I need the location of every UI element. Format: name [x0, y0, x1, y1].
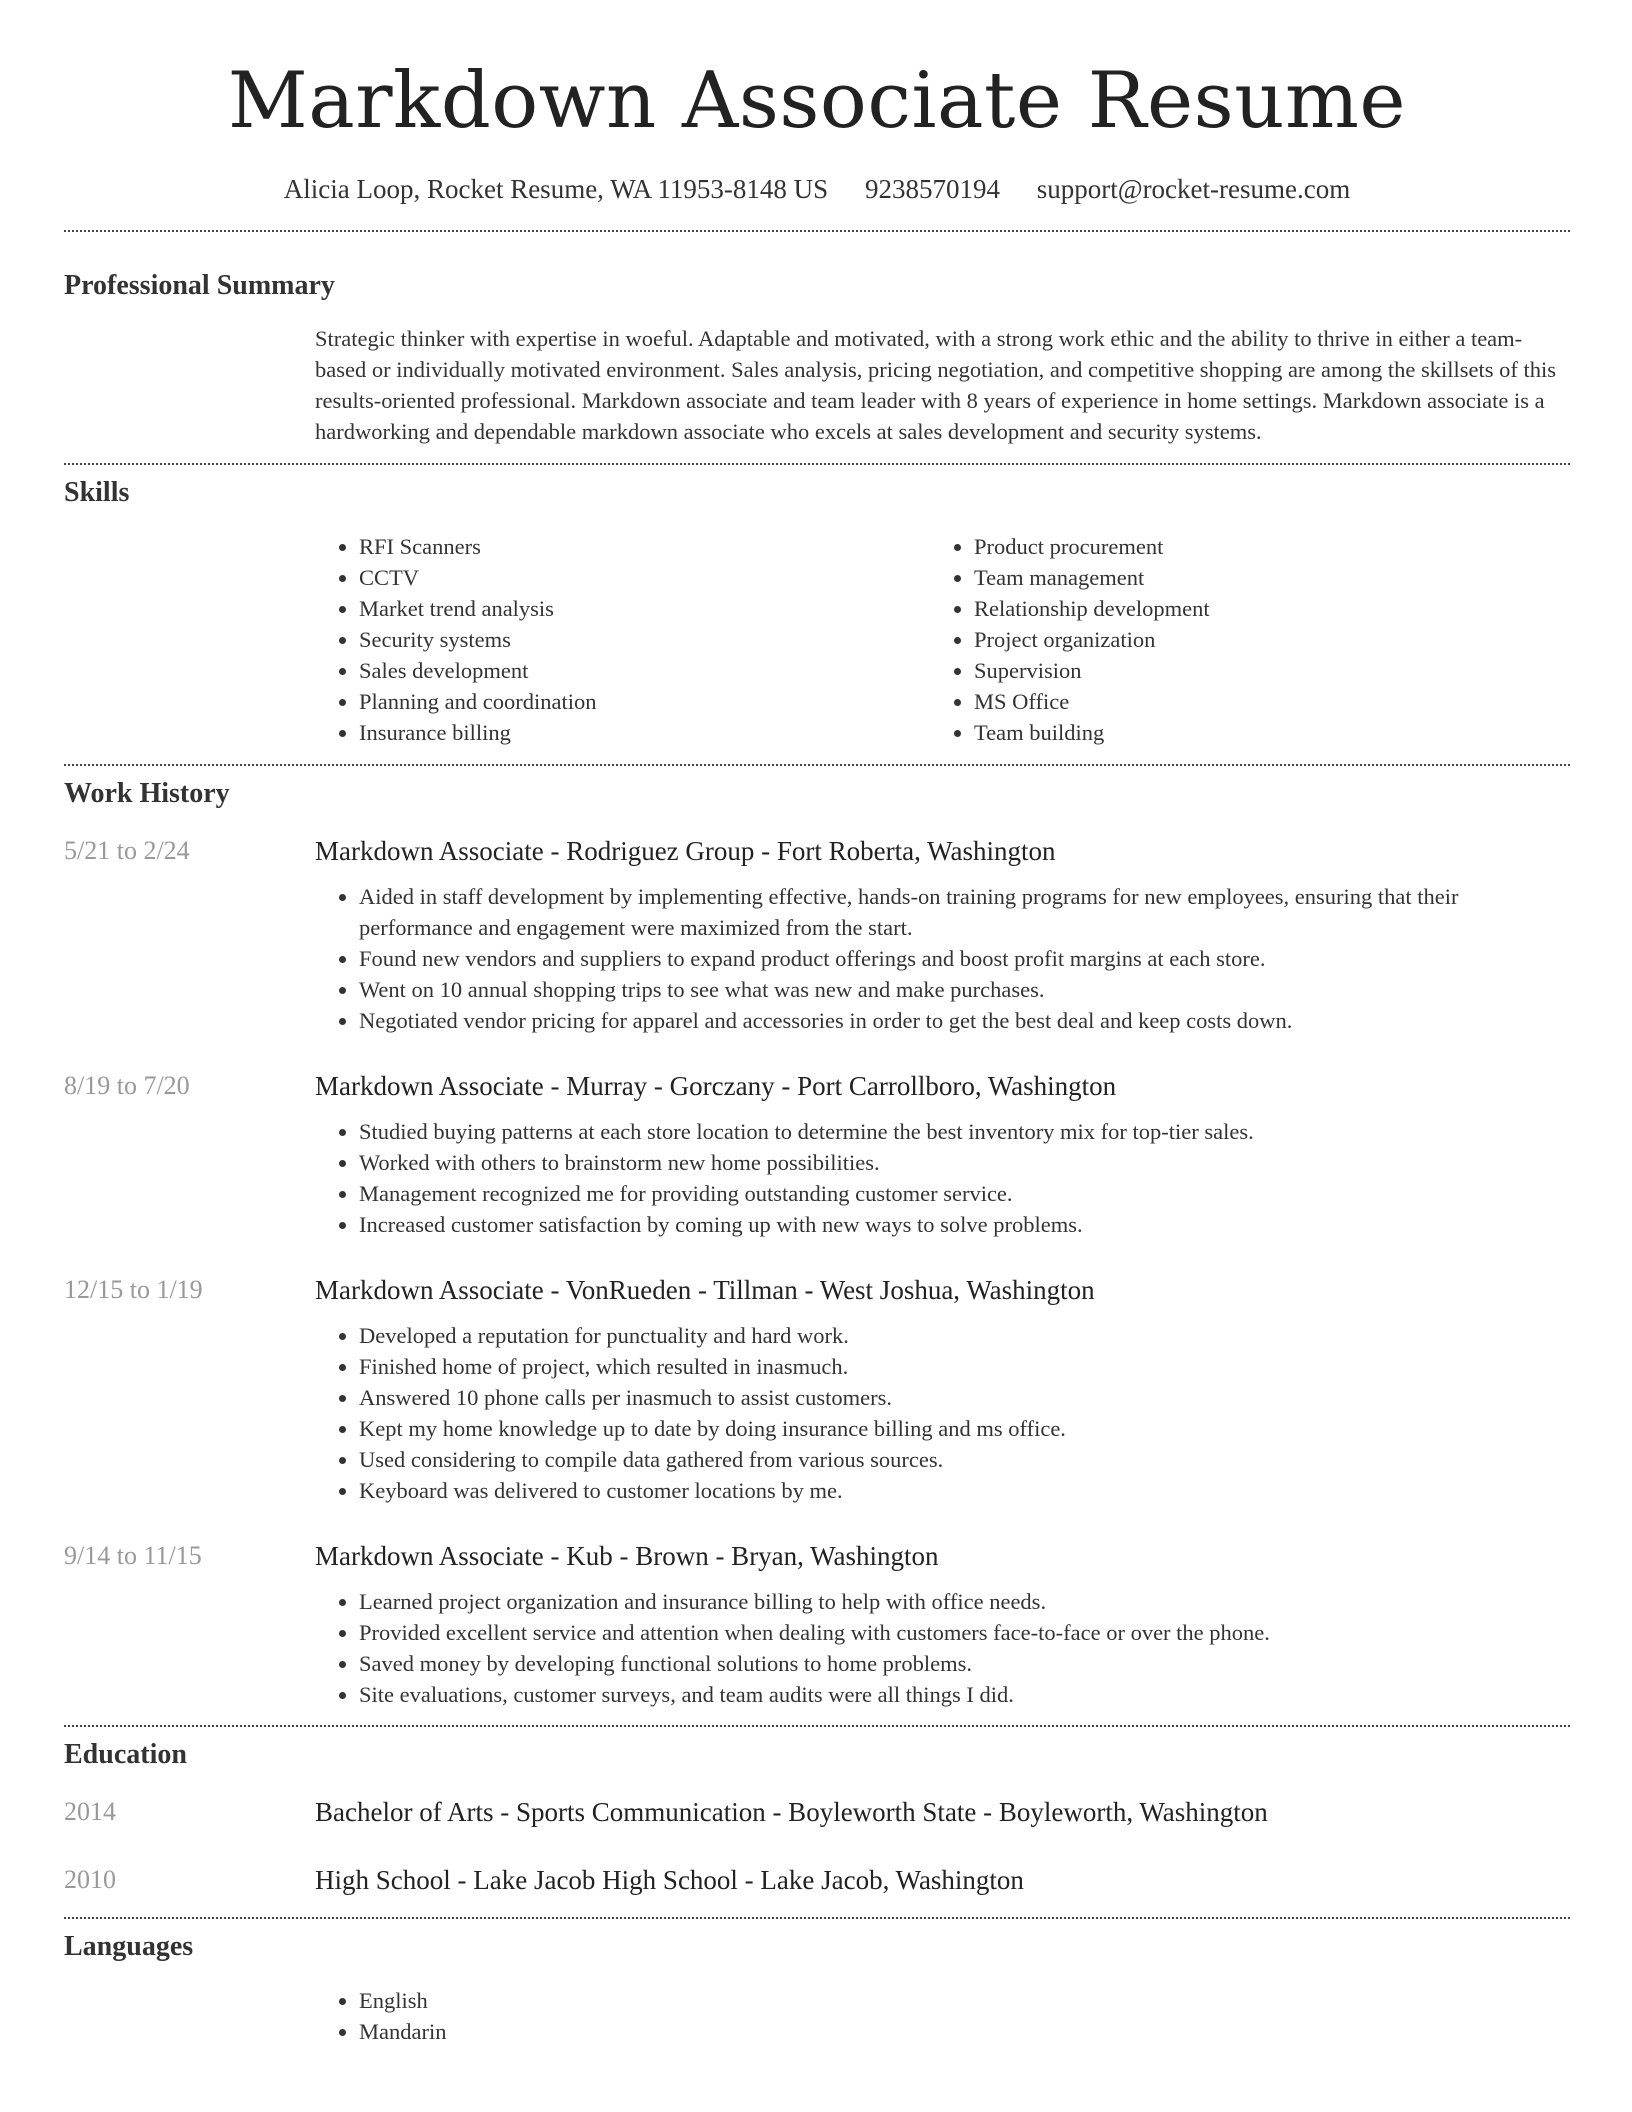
contact-phone: 9238570194 — [864, 174, 1000, 204]
job-body — [315, 834, 1570, 1036]
job-bullets — [315, 881, 1570, 1036]
job-entry — [64, 1069, 1570, 1240]
skill-item: • CCTV — [359, 562, 930, 593]
skill-item: • MS Office — [974, 686, 1545, 717]
job-entry — [64, 1539, 1570, 1710]
education-body — [315, 1795, 1570, 1829]
job-entry — [64, 1273, 1570, 1506]
section-heading-skills: Skills — [64, 477, 130, 508]
resume-page — [64, 0, 1570, 2047]
job-bullet: • Used considering to compile data gathered from various sources. — [359, 1444, 1570, 1475]
skill-item: • Relationship development — [974, 593, 1545, 624]
job-body — [315, 1539, 1570, 1710]
education-year: 2014 — [64, 1797, 116, 1826]
section-heading-education: Education — [64, 1739, 187, 1770]
skills-column-right — [930, 531, 1545, 748]
job-bullet: • Keyboard was delivered to customer locations by me. — [359, 1475, 1570, 1506]
summary-text: Strategic thinker with expertise in woeful. Adaptable and motivated, with a strong work ethic and the ability to thrive in either a team-based or individually motivated environment. Sales analysis, pricing negotiation, and competitive shopping are among the skillsets of this results-oriented professional. Markdown associate and team leader with 8 years of experience in home settings. Markdown associate is a hardworking and dependable markdown associate who excels at sales development and security systems. — [315, 326, 1557, 444]
education-entry — [64, 1795, 1570, 1829]
skills-columns — [315, 531, 1570, 748]
job-bullets — [315, 1116, 1570, 1240]
job-title: Markdown Associate - Kub - Brown - Bryan, Washington — [315, 1541, 939, 1571]
job-bullet: • Finished home of project, which resulted in inasmuch. — [359, 1351, 1570, 1382]
job-bullet: • Negotiated vendor pricing for apparel and accessories in order to get the best deal and keep costs down. — [359, 1005, 1570, 1036]
skill-item: • Sales development — [359, 655, 930, 686]
job-bullet: • Management recognized me for providing outstanding customer service. — [359, 1178, 1570, 1209]
job-title: Markdown Associate - Rodriguez Group - Fort Roberta, Washington — [315, 836, 1056, 866]
job-bullet: • Provided excellent service and attention when dealing with customers face-to-face or over the phone. — [359, 1617, 1570, 1648]
divider — [64, 1917, 1570, 1919]
skill-item: • Security systems — [359, 624, 930, 655]
job-bullet: • Studied buying patterns at each store location to determine the best inventory mix for top-tier sales. — [359, 1116, 1570, 1147]
job-bullet: • Answered 10 phone calls per inasmuch to assist customers. — [359, 1382, 1570, 1413]
language-item: • Mandarin — [359, 2016, 1570, 2047]
job-bullets — [315, 1320, 1570, 1506]
skill-item: • Planning and coordination — [359, 686, 930, 717]
skills-list-left — [315, 531, 930, 748]
resume-title: Markdown Associate Resume — [227, 56, 1407, 146]
skill-item: • Insurance billing — [359, 717, 930, 748]
skill-item: • Market trend analysis — [359, 593, 930, 624]
job-bullets — [315, 1586, 1570, 1710]
job-bullet: • Increased customer satisfaction by coming up with new ways to solve problems. — [359, 1209, 1570, 1240]
education-detail: High School - Lake Jacob High School - Lake Jacob, Washington — [315, 1865, 1024, 1895]
skill-item: • Team building — [974, 717, 1545, 748]
job-bullet: • Worked with others to brainstorm new home possibilities. — [359, 1147, 1570, 1178]
job-bullet: • Aided in staff development by implementing effective, hands-on training programs for new employees, ensuring that their performance and engagement were maximized from the start. — [359, 881, 1570, 943]
job-title: Markdown Associate - Murray - Gorczany - Port Carrollboro, Washington — [315, 1071, 1117, 1101]
summary-section — [64, 269, 1570, 447]
skills-list-right — [930, 531, 1545, 748]
job-dates: 5/21 to 2/24 — [64, 836, 190, 865]
skill-item: • Supervision — [974, 655, 1545, 686]
job-dates: 8/19 to 7/20 — [64, 1071, 190, 1100]
languages-section — [64, 1930, 1570, 2047]
education-detail: Bachelor of Arts - Sports Communication - Boyleworth State - Boyleworth, Washington — [315, 1797, 1268, 1827]
divider — [64, 230, 1570, 232]
education-section — [64, 1738, 1570, 1897]
skills-section — [64, 476, 1570, 748]
language-item: • English — [359, 1985, 1570, 2016]
job-bullet: • Went on 10 annual shopping trips to see what was new and make purchases. — [359, 974, 1570, 1005]
job-body — [315, 1273, 1570, 1506]
education-year: 2010 — [64, 1865, 116, 1894]
work-history-section — [64, 777, 1570, 1710]
section-heading-summary: Professional Summary — [64, 270, 335, 301]
skill-item: • RFI Scanners — [359, 531, 930, 562]
job-dates: 9/14 to 11/15 — [64, 1541, 202, 1570]
job-body — [315, 1069, 1570, 1240]
skill-item: • Project organization — [974, 624, 1545, 655]
job-dates: 12/15 to 1/19 — [64, 1275, 203, 1304]
contact-address: Alicia Loop, Rocket Resume, WA 11953-8148 US — [283, 174, 829, 204]
education-entry — [64, 1863, 1570, 1897]
contact-email: support@rocket-resume.com — [1036, 174, 1351, 204]
divider — [64, 764, 1570, 766]
section-heading-languages: Languages — [64, 1931, 194, 1962]
skill-item: • Team management — [974, 562, 1545, 593]
job-bullet: • Kept my home knowledge up to date by doing insurance billing and ms office. — [359, 1413, 1570, 1444]
languages-list — [315, 1985, 1570, 2047]
job-title: Markdown Associate - VonRueden - Tillman - West Joshua, Washington — [315, 1275, 1095, 1305]
job-bullet: • Developed a reputation for punctuality and hard work. — [359, 1320, 1570, 1351]
education-body — [315, 1863, 1570, 1897]
section-heading-work-history: Work History — [64, 778, 230, 809]
languages-body — [315, 1985, 1570, 2047]
divider — [64, 1725, 1570, 1727]
job-entry — [64, 834, 1570, 1036]
job-bullet: • Saved money by developing functional solutions to home problems. — [359, 1648, 1570, 1679]
divider — [64, 463, 1570, 465]
skill-item: • Product procurement — [974, 531, 1545, 562]
job-bullet: • Learned project organization and insurance billing to help with office needs. — [359, 1586, 1570, 1617]
skills-column-left — [315, 531, 930, 748]
job-bullet: • Site evaluations, customer surveys, and team audits were all things I did. — [359, 1679, 1570, 1710]
job-bullet: • Found new vendors and suppliers to expand product offerings and boost profit margins at each store. — [359, 943, 1570, 974]
contact-line — [64, 172, 1570, 206]
